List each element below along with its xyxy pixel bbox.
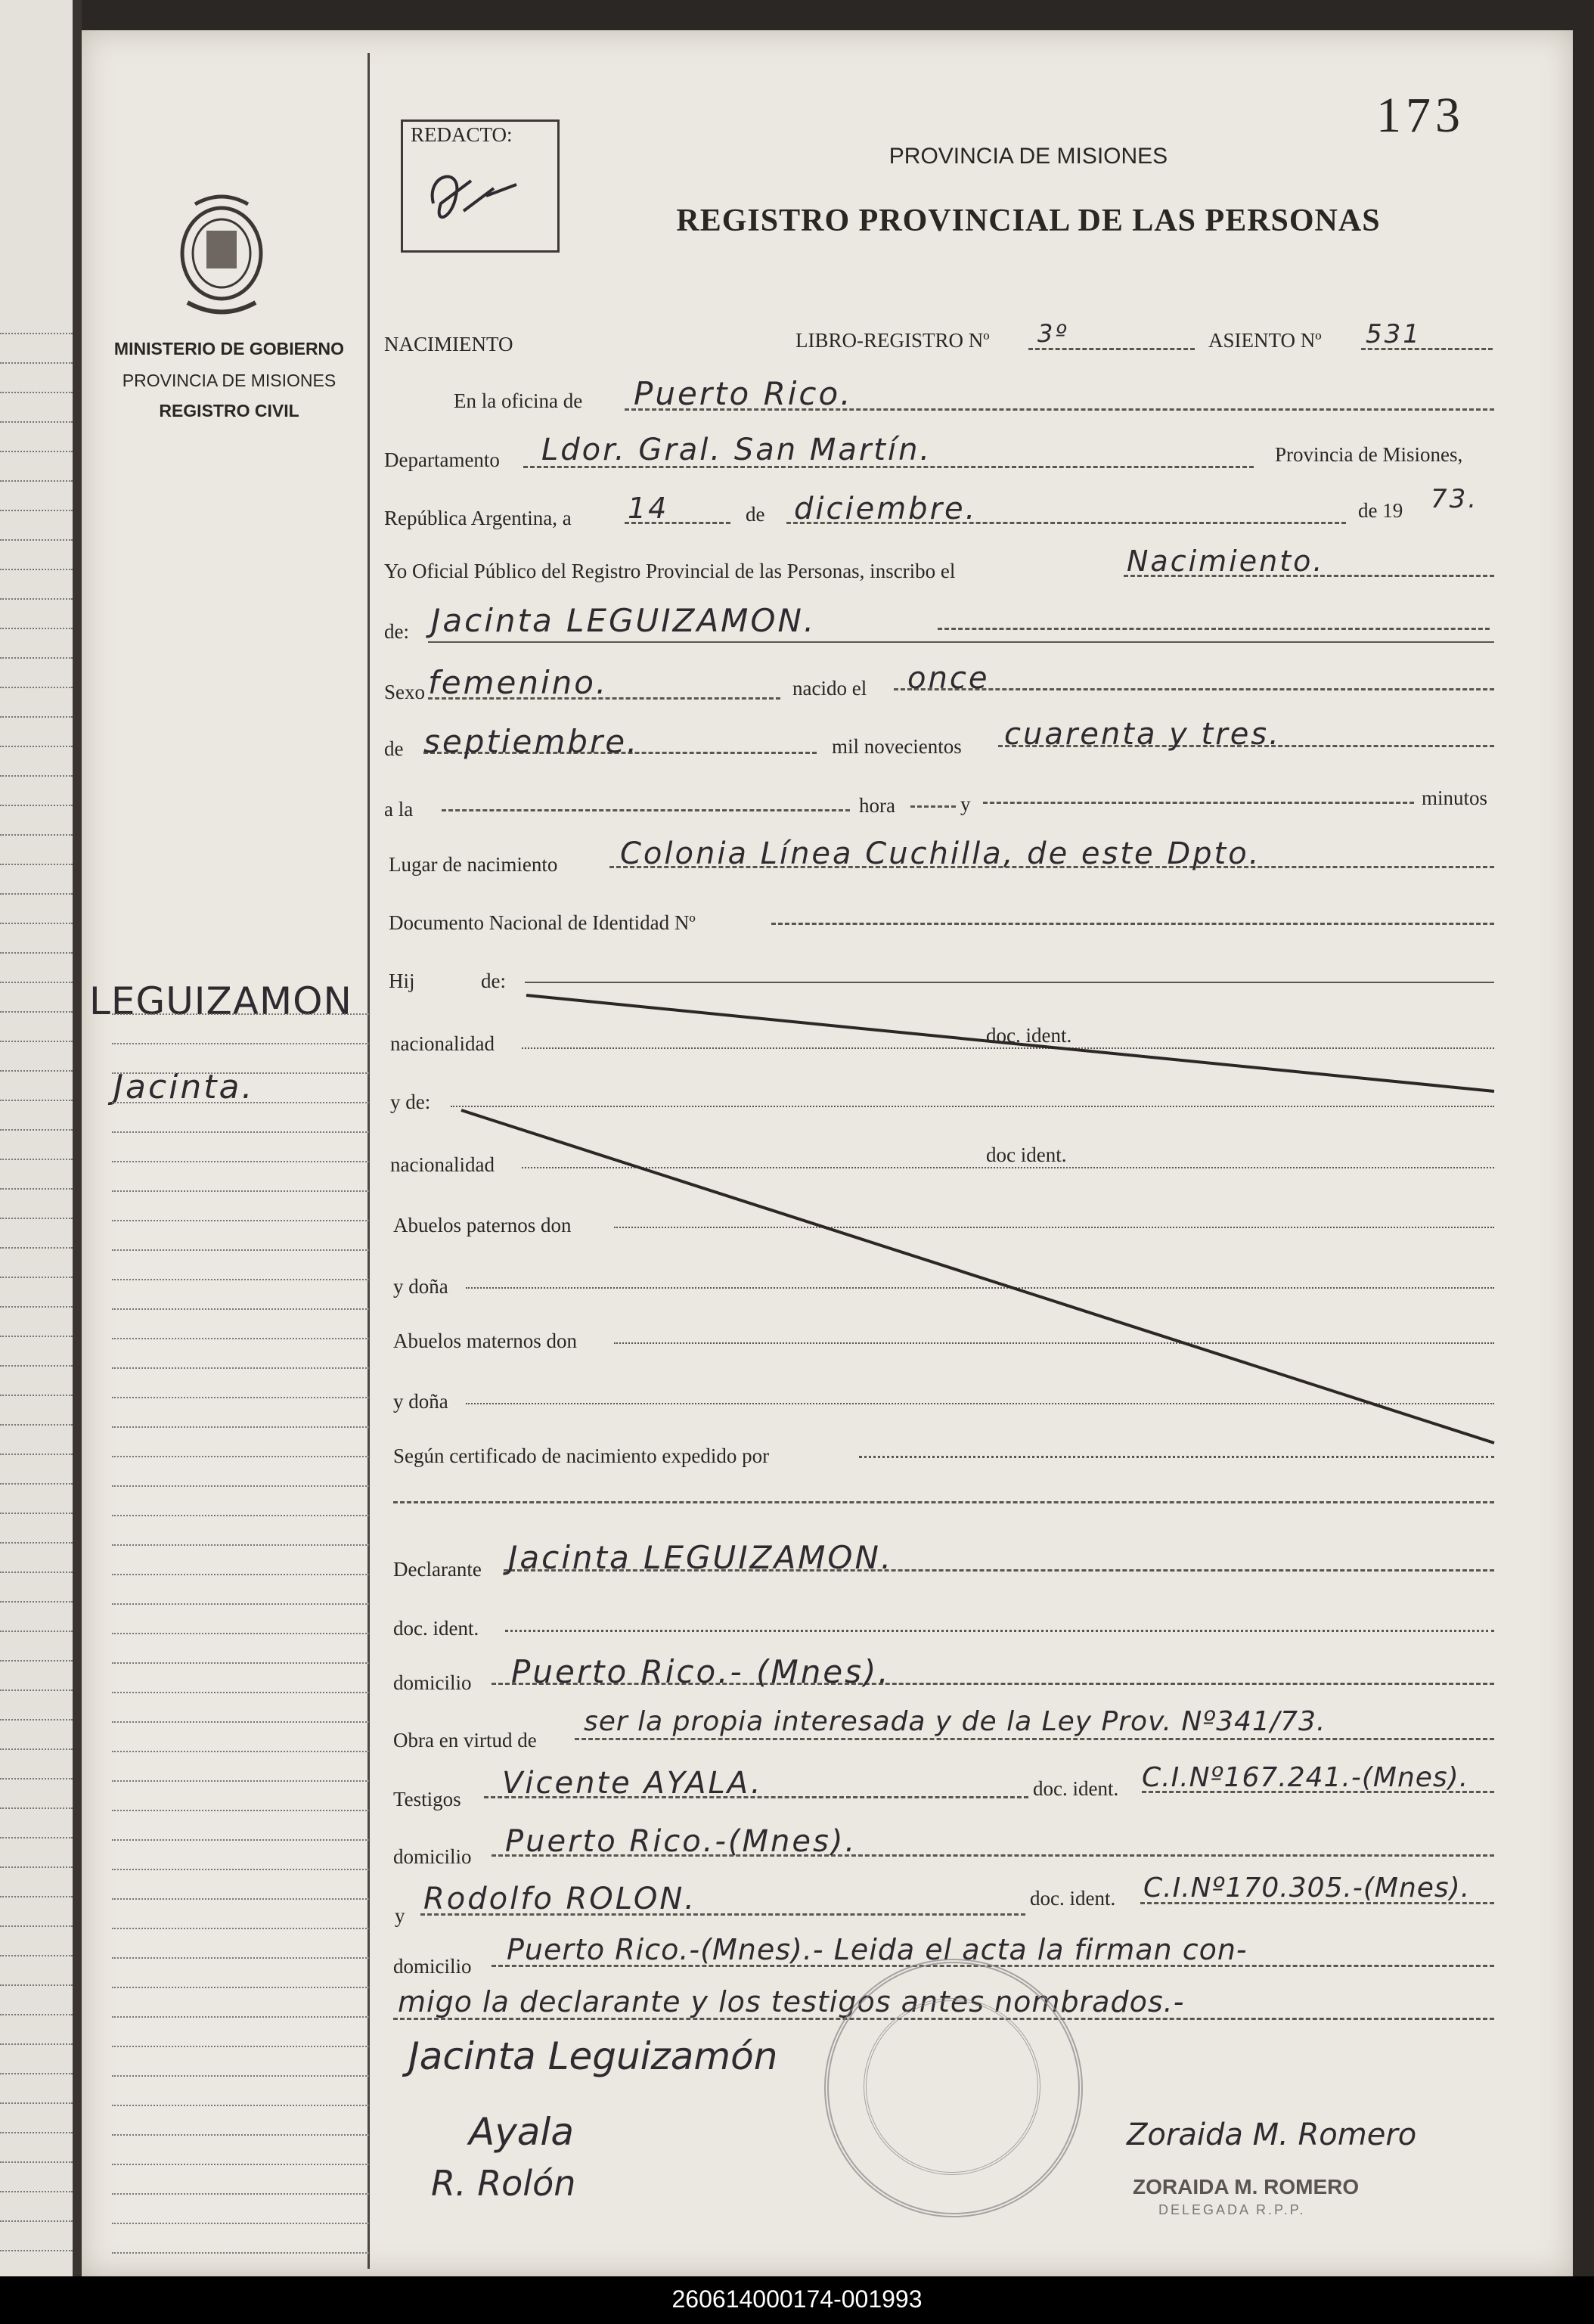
domicilio3-label: domicilio: [393, 1955, 472, 1978]
ruled-line: [0, 687, 73, 688]
page-title: REGISTRO PROVINCIAL DE LAS PERSONAS: [676, 203, 1381, 238]
ruled-line: [0, 1542, 73, 1544]
ruled-line: [0, 510, 73, 511]
ruled-line: [0, 1660, 73, 1662]
oficina-value: Puerto Rico.: [634, 375, 853, 412]
ruled-line: [0, 952, 73, 954]
ruled-line: [0, 2043, 73, 2045]
margin-ruled-line: [112, 1957, 369, 1959]
margin-ruled-line: [112, 1928, 369, 1929]
year-prefix: de 19: [1358, 499, 1403, 522]
ruled-line: [0, 1424, 73, 1426]
nacido-value: once: [907, 661, 990, 696]
ruled-line: [0, 1336, 73, 1337]
ruled-line: [0, 1129, 73, 1131]
nacionalidad-label: nacionalidad: [390, 1032, 495, 1055]
page-gutter: [73, 0, 82, 2276]
ruled-line: [0, 333, 73, 334]
reg-year-value: 73.: [1431, 484, 1479, 514]
margin-ruled-line: [112, 1161, 369, 1162]
ruled-line: [0, 2250, 73, 2251]
margin-ruled-line: [112, 2193, 369, 2195]
testigo1-value: Vicente AYALA.: [502, 1766, 763, 1801]
facing-page: [0, 0, 73, 2276]
libro-value: 3º: [1037, 319, 1069, 348]
reg-month-value: diciembre.: [794, 492, 978, 526]
ruled-line: [0, 2073, 73, 2074]
republica-label: República Argentina, a: [384, 507, 572, 529]
doc-ident2-label: doc ident.: [983, 1143, 1069, 1167]
ruled-line: [0, 1807, 73, 1809]
abuelos-maternos-label: Abuelos maternos don: [393, 1330, 577, 1352]
ruled-line: [0, 834, 73, 836]
libro-label: LIBRO-REGISTRO Nº: [795, 329, 990, 352]
cancellation-lines: [446, 983, 1505, 1452]
testigo2-doc: C.I.Nº170.305.-(Mnes).: [1143, 1873, 1471, 1904]
margin-ruled-line: [112, 1544, 369, 1546]
registry-label: REGISTRO CIVIL: [159, 401, 299, 420]
ruled-line: [0, 1984, 73, 1986]
province-label: PROVINCIA DE MISIONES: [122, 371, 336, 390]
margin-ruled-line: [112, 1869, 369, 1870]
birth-reg-day: 14: [628, 492, 669, 525]
declarante-value: Jacinta LEGUIZAMON.: [508, 1539, 894, 1576]
hij-label: Hij: [389, 970, 415, 992]
domicilio2-label: domicilio: [393, 1845, 472, 1868]
margin-ruled-line: [112, 2016, 369, 2018]
coat-of-arms-icon: [165, 189, 278, 325]
declarante-label: Declarante: [393, 1558, 482, 1581]
official-signature: Zoraida M. Romero: [1127, 2118, 1417, 2152]
margin-ruled-line: [112, 1898, 369, 1900]
margin-ruled-line: [112, 1279, 369, 1280]
margin-ruled-line: [112, 1839, 369, 1841]
domicilio3-value: Puerto Rico.-(Mnes).- Leida el acta la firman con-: [507, 1933, 1248, 1966]
ruled-line: [0, 1100, 73, 1101]
margin-surname: LEGUIZAMON: [89, 979, 352, 1023]
domicilio-value: Puerto Rico.- (Mnes).: [511, 1653, 891, 1690]
official-title-stamp: DELEGADA R.P.P.: [1158, 2202, 1306, 2217]
margin-ruled-line: [112, 1662, 369, 1664]
ruled-line: [0, 1837, 73, 1838]
lugar-label: Lugar de nacimiento: [389, 853, 558, 876]
de-label: de: [746, 503, 765, 526]
margin-ruled-line: [112, 1751, 369, 1752]
margin-ruled-line: [112, 1692, 369, 1693]
birth-month-value: septiembre.: [423, 723, 640, 760]
header-province: PROVINCIA DE MISIONES: [888, 144, 1168, 169]
de3-label: de:: [481, 970, 506, 992]
margin-ruled-line: [112, 1102, 369, 1103]
birth-year-value: cuarenta y tres.: [1004, 717, 1281, 752]
testigo2-value: Rodolfo ROLON.: [423, 1882, 696, 1916]
act-type: NACIMIENTO: [384, 333, 513, 355]
margin-ruled-line: [112, 1574, 369, 1575]
testigo2-signature: R. Rolón: [431, 2163, 576, 2204]
ruled-line: [0, 1365, 73, 1367]
obra-value: ser la propia interesada y de la Ley Prov. Nº341/73.: [584, 1706, 1326, 1737]
margin-given-name: Jacinta.: [113, 1068, 255, 1106]
margin-ruled-line: [112, 1987, 369, 1988]
margin-ruled-line: [112, 1220, 369, 1221]
ruled-line: [0, 1070, 73, 1072]
margin-ruled-line: [112, 1633, 369, 1634]
y-de-label: y de:: [390, 1091, 431, 1113]
ruled-line: [0, 923, 73, 924]
nacionalidad2-label: nacionalidad: [390, 1153, 495, 1176]
ruled-line: [0, 569, 73, 570]
ruled-line: [0, 746, 73, 747]
ruled-line: [0, 775, 73, 777]
ruled-line: [0, 1159, 73, 1160]
mil-label: mil novecientos: [832, 735, 962, 758]
margin-ruled-line: [112, 1397, 369, 1398]
ruled-line: [0, 1277, 73, 1278]
minutos-label: minutos: [1422, 787, 1488, 809]
ruled-line: [0, 539, 73, 541]
hora-label: hora: [859, 794, 895, 817]
oficial-text: Yo Oficial Público del Registro Provincial de las Personas, inscribo el: [384, 560, 956, 582]
ruled-line: [0, 451, 73, 452]
declarante-signature: Jacinta Leguizamón: [408, 2034, 778, 2078]
doc-ident3-label: doc. ident.: [393, 1617, 479, 1640]
domicilio-label: domicilio: [393, 1671, 472, 1694]
redacto-box: [401, 119, 560, 253]
ruled-line: [0, 2132, 73, 2133]
y-label: y: [960, 793, 971, 815]
ruled-line: [0, 2220, 73, 2222]
ruled-line: [0, 893, 73, 895]
ruled-line: [0, 1689, 73, 1691]
margin-ruled-line: [112, 1456, 369, 1457]
registered-name: Jacinta LEGUIZAMON.: [431, 602, 817, 639]
page-number: 173: [1376, 88, 1465, 143]
lugar-value: Colonia Línea Cuchilla, de este Dpto.: [620, 836, 1261, 871]
y2-label: y: [395, 1904, 405, 1927]
margin-ruled-line: [112, 1485, 369, 1487]
doc-ident4-label: doc. ident.: [1033, 1777, 1119, 1800]
ruled-line: [0, 2161, 73, 2163]
departamento-value: Ldor. Gral. San Martín.: [541, 433, 932, 467]
margin-ruled-line: [112, 2075, 369, 2077]
ruled-line: [0, 1896, 73, 1897]
ruled-line: [0, 1188, 73, 1190]
ruled-line: [0, 1748, 73, 1750]
a-la-label: a la: [384, 798, 414, 821]
ruled-line: [0, 1011, 73, 1013]
abuelos-paternos-label: Abuelos paternos don: [393, 1214, 572, 1236]
ruled-line: [0, 362, 73, 364]
de2-label: de: [384, 737, 404, 760]
nacido-label: nacido el: [792, 677, 867, 700]
ruled-line: [0, 1601, 73, 1603]
ruled-line: [0, 598, 73, 600]
ruled-line: [0, 864, 73, 865]
ruled-line: [0, 657, 73, 659]
domicilio2-value: Puerto Rico.-(Mnes).: [505, 1824, 857, 1859]
inscribo-value: Nacimiento.: [1127, 545, 1325, 578]
ruled-line: [0, 1247, 73, 1249]
ruled-line: [0, 1513, 73, 1514]
ruled-line: [0, 628, 73, 629]
testigos-label: Testigos: [393, 1788, 461, 1810]
ruled-line: [0, 1866, 73, 1868]
obra-label: Obra en virtud de: [393, 1729, 537, 1752]
image-code: 260614000174-001993: [671, 2285, 923, 2313]
margin-ruled-line: [112, 1043, 369, 1044]
margin-ruled-line: [112, 1810, 369, 1811]
ruled-line: [0, 1955, 73, 1956]
doc-ident-label: doc. ident.: [983, 1024, 1075, 1047]
ruled-line: [0, 2102, 73, 2104]
ruled-line: [0, 1218, 73, 1219]
sexo-label: Sexo: [384, 681, 425, 703]
margin-ruled-line: [112, 1515, 369, 1516]
margin-ruled-line: [112, 1249, 369, 1251]
margin-ruled-line: [112, 1072, 369, 1074]
ruled-line: [0, 392, 73, 393]
ruled-line: [0, 982, 73, 983]
doc-ident5-label: doc. ident.: [1030, 1887, 1116, 1910]
margin-ruled-line: [112, 2105, 369, 2106]
testigo1-signature: Ayala: [469, 2110, 574, 2154]
margin-ruled-line: [112, 2046, 369, 2047]
ruled-line: [0, 1306, 73, 1308]
margin-ruled-line: [112, 1308, 369, 1310]
provincia-suffix: Provincia de Misiones,: [1275, 443, 1463, 466]
margin-ruled-line: [112, 1013, 369, 1015]
testigo1-doc: C.I.Nº167.241.-(Mnes).: [1142, 1762, 1469, 1793]
segun-label: Según certificado de nacimiento expedido por: [393, 1444, 770, 1467]
de-name-label: de:: [384, 620, 409, 643]
ruled-line: [0, 1454, 73, 1455]
margin-ruled-line: [112, 1721, 369, 1723]
ruled-line: [0, 1778, 73, 1779]
ruled-line: [0, 805, 73, 806]
official-name-stamp: ZORAIDA M. ROMERO: [1133, 2175, 1360, 2198]
y-dona2-label: y doña: [393, 1390, 448, 1413]
ruled-line: [0, 1719, 73, 1721]
margin-ruled-line: [112, 1603, 369, 1605]
margin-ruled-line: [112, 1131, 369, 1133]
margin-ruled-line: [112, 1367, 369, 1369]
margin-ruled-line: [112, 2164, 369, 2165]
sexo-value: femenino.: [428, 664, 609, 701]
margin-ruled-line: [112, 1780, 369, 1782]
ruled-line: [0, 716, 73, 718]
ruled-line: [0, 1041, 73, 1042]
margin-ruled-line: [112, 1338, 369, 1339]
ruled-line: [0, 421, 73, 423]
margin-ruled-line: [112, 2252, 369, 2254]
ruled-line: [0, 1631, 73, 1632]
redacto-initials: [418, 158, 539, 234]
ruled-line: [0, 2014, 73, 2015]
asiento-value: 531: [1366, 319, 1422, 349]
documento-label: Documento Nacional de Identidad Nº: [389, 911, 696, 934]
asiento-label: ASIENTO Nº: [1208, 329, 1322, 352]
ministry-label: MINISTERIO DE GOBIERNO: [113, 339, 345, 358]
margin-ruled-line: [112, 2223, 369, 2224]
oficina-label: En la oficina de: [454, 389, 583, 412]
ruled-line: [0, 480, 73, 482]
margin-ruled-line: [112, 1190, 369, 1192]
ruled-line: [0, 1925, 73, 1927]
ruled-line: [0, 1395, 73, 1396]
margin-ruled-line: [112, 2134, 369, 2136]
official-seal: [824, 1959, 1083, 2217]
closing-value: migo la declarante y los testigos antes nombrados.-: [398, 1985, 1185, 2018]
ruled-line: [0, 1572, 73, 1573]
margin-ruled-line: [112, 1426, 369, 1428]
departamento-label: Departamento: [384, 448, 500, 471]
ruled-line: [0, 2191, 73, 2192]
redacto-label: REDACTO:: [411, 123, 513, 146]
y-dona-label: y doña: [393, 1275, 448, 1298]
ruled-line: [0, 1483, 73, 1485]
